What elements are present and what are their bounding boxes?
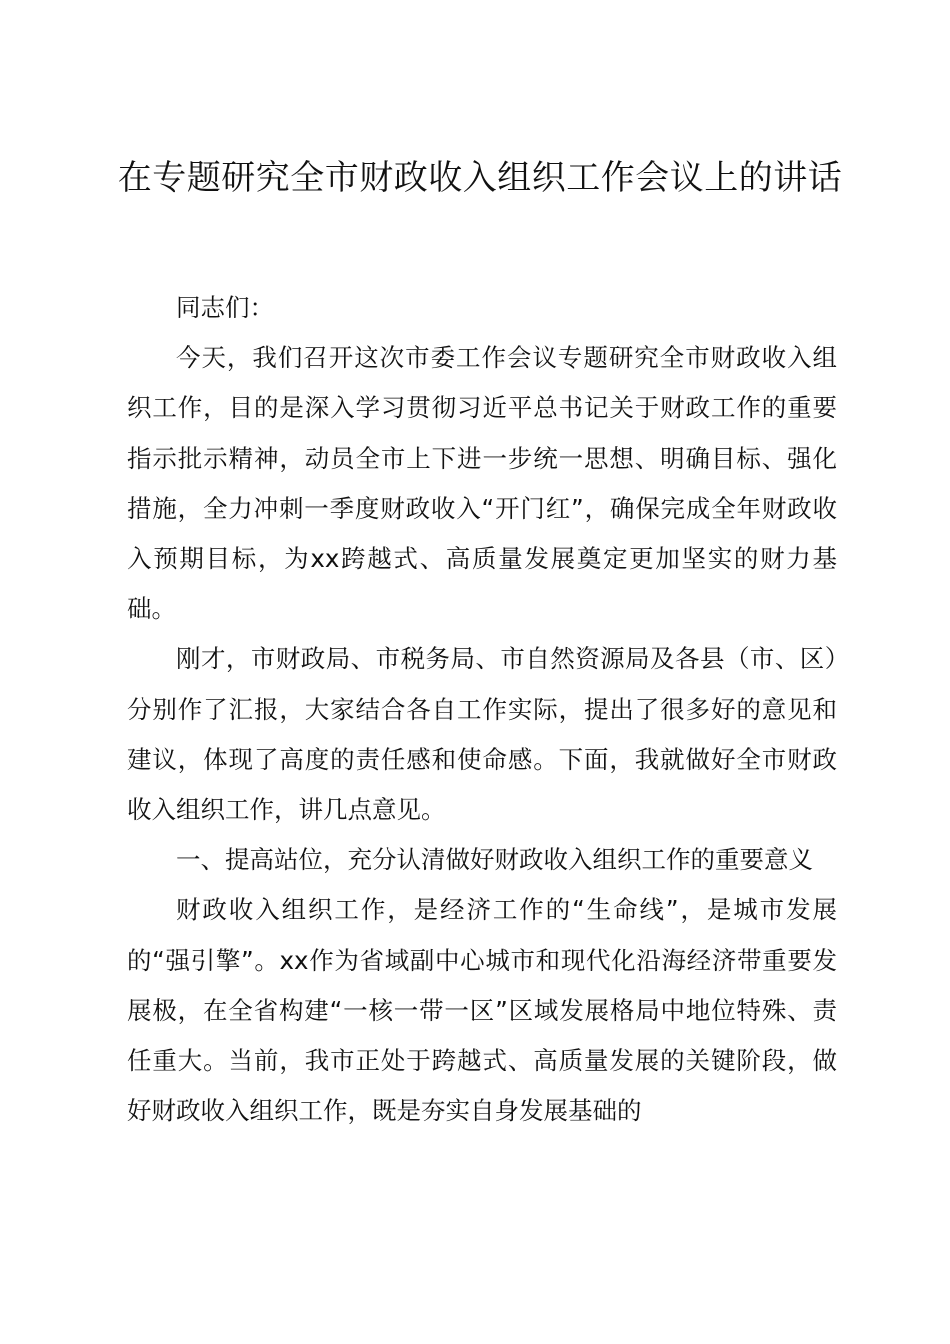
section-heading: 一、提高站位，充分认清做好财政收入组织工作的重要意义 (176, 845, 813, 875)
body-paragraph: 刚才，市财政局、市税务局、市自然资源局及各县（市、区）分别作了汇报，大家结合各自工作实际，提出了很多好的意见和建议，体现了高度的责任感和使命感。下面，我就做好全市财政收入组织工作，讲几点意见。 (127, 644, 837, 825)
document-title: 在专题研究全市财政收入组织工作会议上的讲话 (117, 158, 843, 198)
salutation: 同志们： (176, 293, 274, 322)
body-paragraph: 财政收入组织工作，是经济工作的“生命线”，是城市发展的“强引擎”。xx作为省域副中心城市和现代化沿海经济带重要发展极，在全省构建“一核一带一区”区域发展格局中地位特殊、责任重大。当前，我市正处于跨越式、高质量发展的关键阶段，做好财政收入组织工作，既是夯实自身发展基础的 (127, 895, 837, 1126)
body-paragraph: 今天，我们召开这次市委工作会议专题研究全市财政收入组织工作，目的是深入学习贯彻习近平总书记关于财政工作的重要指示批示精神，动员全市上下进一步统一思想、明确目标、强化措施，全力冲刺一季度财政收入“开门红”，确保完成全年财政收入预期目标，为xx跨越式、高质量发展奠定更加坚实的财力基础。 (127, 343, 837, 624)
document-body (127, 283, 837, 1136)
